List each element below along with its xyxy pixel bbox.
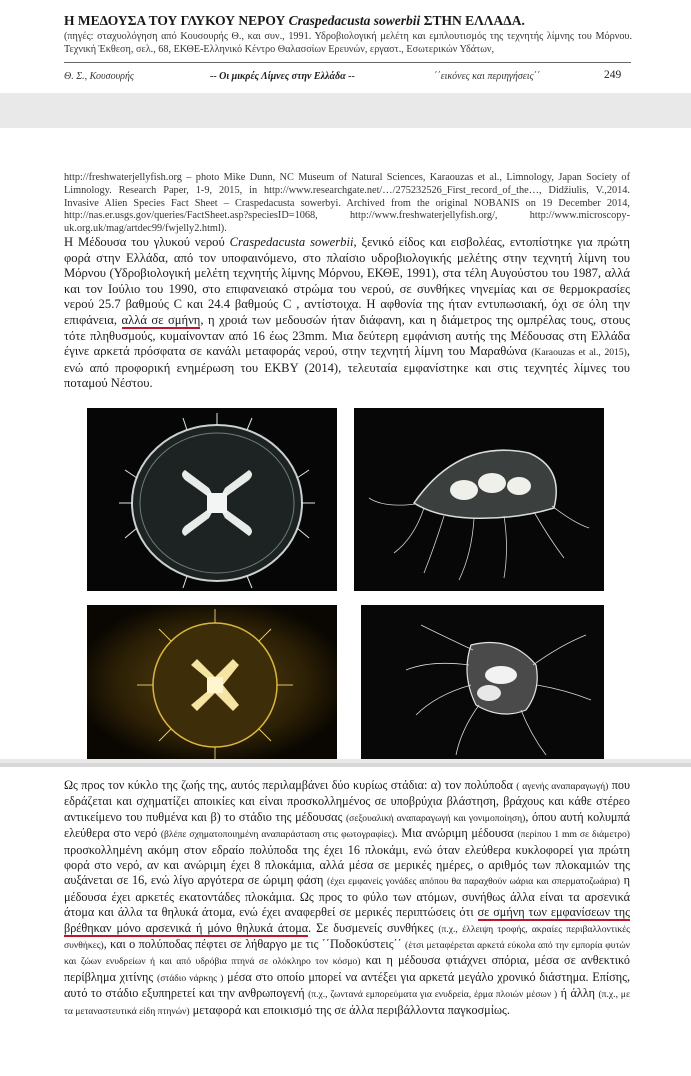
- header-series: -- Οι μικρές Λίμνες στην Ελλάδα --: [210, 71, 355, 82]
- jellyfish-top-view-photo: [87, 408, 337, 591]
- jellyfish-golden-photo: [87, 605, 337, 759]
- jellyfish-side-view-photo: [354, 408, 604, 591]
- highlight-swarms: αλλά σε σμήνη: [121, 312, 201, 327]
- sources-note: (πηγές: σταχυολόγηση από Κουσουρής Θ., και συν., 1991. Υδροβιολογική μελέτη και εμπλουτισμός της τεχνητής λίμνης του Μόρνου. Τεχνική Έκθεση, σελ., 68, ΕΚΘΕ-Ελληνικό Κέντρο Θαλασσίων Ερευνών, εργαστ., Εσωτερικών Υδάτων,: [64, 31, 632, 55]
- intro-paragraph: Η Μέδουσα του γλυκού νερού Craspedacusta sowerbii, ξενικό είδος και εισβολέας, εντοπίστηκε για πρώτη φορά στην Ελλάδα, από τον υποφαινόμενο, στο πλαίσιο υδροβιολογικής μελέτης στην τεχνητή λίμνη του Μόρνου (Υδροβιολογική μελέτη τεχνητής λίμνης Μόρνου, ΕΚΘΕ, 1991), στα τέλη Αυγούστου του 1987, αλλά και τον Ιούλιο του 1990, στο επιφανειακό στρώμα του νερού, σε συνθήκες νηνεμίας και σε θερμοκρασίες νερού 25.7 βαθμούς C και 24.4 βαθμούς C , αντίστοιχα. Η αφθονία της ήταν εντυπωσιακή, όχι σε όλη την επιφάνεια, αλλά σε σμήνη, η χροιά των μεδουσών ήταν διάφανη, και η διάμετρος της ομπρέλας τους, στους τότε πληθυσμούς, κυμαίνονταν από 16 έως 23mm. Μια δεύτερη εμφάνιση αυτής της Μέδουσας στη Ελλάδα έγινε αρκετά πρόσφατα σε κανάλι μεταφοράς νερού, στην τεχνητή λίμνη του Μαραθώνα (Karaouzas et al., 2015), ενώ από προφορική ενημέρωση του ΕΚΒΥ (2014), τελευταία εμφανίστηκε και στις τεχνητές λίμνες του ποταμού Νέστου.: [64, 235, 630, 391]
- page-number: 249: [604, 69, 622, 81]
- header-author: Θ. Σ., Κουσουρής: [64, 71, 134, 82]
- document-page: [0, 128, 691, 759]
- references-paragraph: http://freshwaterjellyfish.org – photo Mike Dunn, NC Museum of Natural Sciences, Karaouzas et al., Limnology, Japan Society of Limnology. Research Paper, 1-9, 2015, in http://www.researchgate.net/…/275232526_First_record_of_the…, Didžiulis, V.,2014. Invasive Alien Species Fact Sheet – Craspedacusta sowerbyi. Archived from the original NOBANIS on 19 December 2014, http://nas.er.usgs.gov/queries/FactSheet.asp?speciesID=1068, http://www.freshwaterjellyfish.org/, http://www.microscopy-uk.org.uk/mag/artdec99/fwjelly2.html).: [64, 172, 630, 235]
- previous-page-strip: [0, 0, 691, 93]
- header-divider: [64, 62, 631, 63]
- page-title: Η ΜΕΔΟΥΣΑ ΤΟΥ ΓΛΥΚΟΥ ΝΕΡΟΥ Craspedacusta sowerbii ΣΤΗΝ ΕΛΛΑΔΑ.: [64, 13, 525, 28]
- jellyfish-profile-photo: [361, 605, 604, 759]
- lifecycle-paragraph: Ως προς τον κύκλο της ζωής της, αυτός περιλαμβάνει δύο κυρίως στάδια: α) τον πολύποδα ( αγενής αναπαραγωγή) που εδράζεται και σχηματίζει αποικίες και είναι προσκολλημένος σε υποβρύχια βλάστηση, βράχους και κάθε στέρεο αντικείμενο του πυθμένα και β) το στάδιο της μέδουσας (σεξουαλική αναπαραγωγή και γονιμοποίηση), όπου αυτή κολυμπά ελεύθερα στο νερό (βλέπε σχηματοποιημένη αναπαράσταση στις φωτογραφίες). Μια ανώριμη μέδουσα (περίπου 1 mm σε διάμετρο) προσκολλημένη ακόμη στον εδραίο πολύποδα της έχει 16 πλοκάμι, ενώ όταν ελεύθερα κυκλοφορεί για πρώτη φορά στο νερό, αν και ανώριμη έχει 8 πλοκάμια, αλλά μέσα σε μερικές ημέρες, ο αριθμός των πλοκαμιών της αυξάνεται σε 16, ενώ λίγο αργότερα σε ώριμη φάση (έχει εμφανείς γονάδες απόπου θα παραχθούν ωάρια και σπερματοζωάρια) η μέδουσα έχει αρκετές εκατοντάδες πλοκάμια. Ως προς το φύλο των ατόμων, συνήθως άλλα είναι τα αρσενικά άτομα και άλλα τα θηλυκά άτομα, ενώ έχει αναφερθεί σε μερικές περιπτώσεις ότι σε σμήνη των εμφανίσεων της βρέθηκαν μόνο αρσενικά ή μόνο θηλυκά άτομα. Σε δυσμενείς συνθήκες (π.χ., έλλειψη τροφής, ακραίες περιβαλλοντικές συνθήκες), και ο πολύποδας πέφτει σε λήθαργο με τις ΄΄Ποδοκύστεις΄΄ (έτσι μεταφέρεται αρκετά εύκολα από την εμπορία φυτών και ζώων ενυδρείων ή και από υδρόβια πτηνά σε ολόκληρο τον κόσμο) και η μέδουσα φτιάχνει σπόρια, μέσα σε ανθεκτικό περίβλημα χιτίνης (στάδιο νάρκης ) μέσα στο οποίο μπορεί να αντέξει για αρκετά μεγάλο χρονικό διάστημα. Επίσης, αυτό το στάδιο εξυπηρετεί και την ανθρωπογενή (π.χ., ζωντανά εμπορεύματα για ενυδρεία, έρμα πλοιών μέσων ) ή άλλη (π.χ., με τα μεταναστευτικά είδη πτηνών) μεταφορά και εποικισμό της σε άλλα περιβάλλοντα παγκοσμίως.: [64, 778, 631, 1017]
- document-page-continued: [0, 767, 691, 1076]
- highlight-single-sex-swarms: σε σμήνη των εμφανίσεων της βρέθηκαν μόνο αρσενικά ή μόνο θηλυκά άτομα: [64, 905, 630, 935]
- header-tagline: ΄΄εικόνες και περιηγήσεις΄΄: [434, 71, 541, 82]
